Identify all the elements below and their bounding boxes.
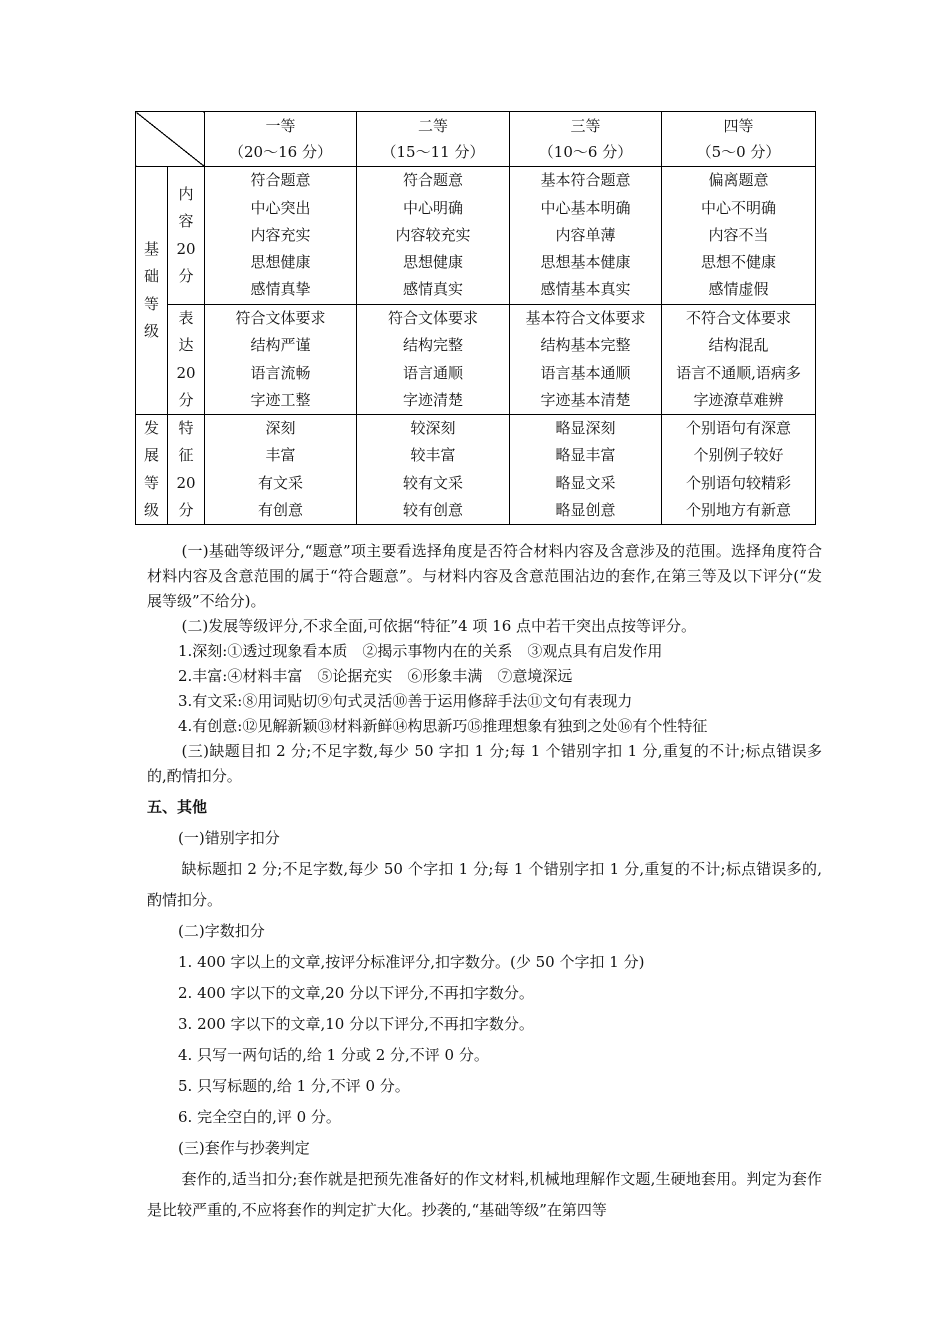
cell-line: 内容较充实 <box>395 225 471 244</box>
note-paragraph: (二)发展等级评分,不求全面,可依据“特征”4 项 16 点中若干突出点按等评分。 <box>181 617 697 635</box>
header-grade-4 <box>662 112 816 167</box>
cell-line: 符合题意 <box>402 171 463 190</box>
note-item: 4.有创意:⑫见解新颖⑬材料新鲜⑭构思新巧⑮推理想象有独到之处⑯有个性特征 <box>178 717 708 735</box>
vertical-char: 级 <box>143 321 159 340</box>
table-cell <box>510 167 662 305</box>
cell-line: 较有文采 <box>402 473 463 492</box>
cell-line: 较有创意 <box>402 501 463 520</box>
cell-line: 较深刻 <box>410 419 456 438</box>
grade-label: 三等 <box>570 117 601 135</box>
list-item: 1. 400 字以上的文章,按评分标准评分,扣字数分。(少 50 个字扣 1 分) <box>178 953 645 971</box>
table-cell <box>357 305 510 415</box>
cell-line: 思想不健康 <box>700 253 776 272</box>
row-label-features <box>168 415 205 525</box>
cell-line: 语言基本通顺 <box>540 363 631 382</box>
scoring-notes <box>147 539 822 789</box>
cell-line: 结构基本完整 <box>540 336 631 355</box>
grade-label: 四等 <box>723 117 754 135</box>
cell-line: 感情真挚 <box>250 280 311 299</box>
cell-line: 结构完整 <box>402 336 463 355</box>
table-cell <box>662 167 816 305</box>
table-cell <box>510 305 662 415</box>
list-item: 6. 完全空白的,评 0 分。 <box>178 1108 341 1126</box>
vertical-char: 20 <box>176 239 196 258</box>
cell-line: 思想健康 <box>402 253 463 272</box>
list-item: 3. 200 字以下的文章,10 分以下评分,不再扣字数分。 <box>178 1015 534 1033</box>
cell-line: 个别例子较好 <box>693 446 784 465</box>
grade-range: （5～0 分） <box>696 143 781 161</box>
cell-line: 语言不通顺,语病多 <box>676 363 801 382</box>
cell-line: 字迹工整 <box>250 390 311 409</box>
group-dev-label <box>136 415 168 525</box>
table-row-features <box>136 415 816 525</box>
vertical-char: 20 <box>176 363 196 382</box>
note-item: 1.深刻:①透过现象看本质 ②揭示事物内在的关系 ③观点具有启发作用 <box>178 642 663 660</box>
vertical-char: 等 <box>143 294 159 313</box>
section-heading: 五、其他 <box>147 798 208 816</box>
cell-line: 思想健康 <box>250 253 311 272</box>
cell-line: 结构混乱 <box>708 336 769 355</box>
table-cell <box>662 305 816 415</box>
vertical-char: 等 <box>143 473 159 492</box>
note-item: 2.丰富:④材料丰富 ⑤论据充实 ⑥形象丰满 ⑦意境深远 <box>178 667 573 685</box>
grade-range: （10～6 分） <box>538 143 633 161</box>
cell-line: 符合题意 <box>250 171 311 190</box>
vertical-char: 分 <box>178 501 194 520</box>
vertical-char: 征 <box>178 446 194 465</box>
section-other <box>147 792 822 1226</box>
table-row-expression <box>136 305 816 415</box>
cell-line: 中心突出 <box>250 198 311 217</box>
header-grade-1 <box>205 112 357 167</box>
vertical-label <box>136 236 167 345</box>
cell-line: 语言流畅 <box>250 363 311 382</box>
vertical-char: 展 <box>143 446 159 465</box>
cell-line: 略显深刻 <box>555 419 616 438</box>
row-label-expression <box>168 305 205 415</box>
vertical-char: 表 <box>178 309 194 327</box>
cell-line: 符合文体要求 <box>235 309 326 327</box>
vertical-char: 基 <box>143 240 159 258</box>
vertical-label <box>168 181 204 290</box>
cell-line: 中心基本明确 <box>540 198 631 217</box>
cell-line: 不符合文体要求 <box>685 309 791 327</box>
table-row-content <box>136 167 816 305</box>
row-label-content <box>168 167 205 305</box>
list-item: 2. 400 字以下的文章,20 分以下评分,不再扣字数分。 <box>178 984 534 1002</box>
cell-line: 结构严谨 <box>250 336 311 355</box>
section-paragraph: 套作的,适当扣分;套作就是把预先准备好的作文材料,机械地理解作文题,生硬地套用。判定为套作是比较严重的,不应将套作的判定扩大化。抄袭的,“基础等级”在第四等 <box>147 1170 822 1219</box>
cell-line: 基本符合题意 <box>540 171 631 190</box>
cell-line: 中心不明确 <box>700 198 776 217</box>
subsection-heading: (二)字数扣分 <box>178 922 265 940</box>
cell-line: 内容单薄 <box>555 225 616 244</box>
cell-line: 字迹潦草难辨 <box>693 390 784 409</box>
table-cell <box>510 415 662 525</box>
header-grade-3 <box>510 112 662 167</box>
cell-line: 略显文采 <box>555 473 616 492</box>
cell-line: 个别语句有深意 <box>685 419 791 438</box>
vertical-char: 内 <box>178 184 194 203</box>
grade-label: 二等 <box>417 117 448 135</box>
cell-line: 丰富 <box>265 446 296 465</box>
note-item: 3.有文采:⑧用词贴切⑨句式灵活⑩善于运用修辞手法⑪文句有表现力 <box>178 692 633 710</box>
cell-line: 内容充实 <box>250 225 311 244</box>
diagonal-corner-cell <box>136 112 205 167</box>
table-cell <box>205 415 357 525</box>
grade-range: （20～16 分） <box>229 143 332 161</box>
list-item: 4. 只写一两句话的,给 1 分或 2 分,不评 0 分。 <box>178 1046 489 1064</box>
list-item: 5. 只写标题的,给 1 分,不评 0 分。 <box>178 1077 410 1095</box>
cell-line: 思想基本健康 <box>540 253 631 272</box>
table-cell <box>205 167 357 305</box>
cell-line: 略显丰富 <box>555 446 616 465</box>
cell-line: 中心明确 <box>402 198 463 217</box>
table-header-row <box>136 112 816 167</box>
cell-line: 个别语句较精彩 <box>685 473 791 492</box>
vertical-char: 发 <box>143 419 159 438</box>
cell-line: 有文采 <box>257 473 303 492</box>
cell-line: 字迹清楚 <box>402 390 463 409</box>
vertical-char: 容 <box>178 212 194 231</box>
table-cell <box>357 167 510 305</box>
cell-line: 较丰富 <box>410 446 456 465</box>
vertical-char: 分 <box>178 390 194 409</box>
vertical-label <box>168 415 204 524</box>
cell-line: 内容不当 <box>708 225 769 244</box>
section-paragraph: 缺标题扣 2 分;不足字数,每少 50 个字扣 1 分;每 1 个错别字扣 1 分,重复的不计;标点错误多的,酌情扣分。 <box>147 860 822 909</box>
grade-range: （15～11 分） <box>381 143 485 161</box>
subsection-heading: (三)套作与抄袭判定 <box>178 1139 310 1157</box>
cell-line: 深刻 <box>265 419 296 438</box>
header-grade-2 <box>357 112 510 167</box>
cell-line: 略显创意 <box>555 501 616 520</box>
grade-label: 一等 <box>265 117 296 135</box>
vertical-char: 级 <box>143 501 159 520</box>
vertical-char: 达 <box>178 336 194 355</box>
cell-line: 基本符合文体要求 <box>525 309 646 327</box>
vertical-label <box>168 305 204 414</box>
cell-line: 个别地方有新意 <box>685 501 791 520</box>
cell-line: 感情虚假 <box>708 280 769 299</box>
note-paragraph: (三)缺题目扣 2 分;不足字数,每少 50 字扣 1 分;每 1 个错别字扣 1 分,重复的不计;标点错误多的,酌情扣分。 <box>147 742 822 785</box>
group-basic-label <box>136 167 168 415</box>
vertical-char: 分 <box>178 266 194 285</box>
scoring-rubric-table <box>135 111 816 525</box>
table-cell <box>357 415 510 525</box>
cell-line: 感情真实 <box>402 280 463 299</box>
cell-line: 字迹基本清楚 <box>540 390 631 409</box>
subsection-heading: (一)错别字扣分 <box>178 829 280 847</box>
note-paragraph: (一)基础等级评分,“题意”项主要看选择角度是否符合材料内容及含意涉及的范围。选择角度符合材料内容及含意范围的属于“符合题意”。与材料内容及含意范围沾边的套作,在第三等及以下评分(“发展等级”不给分)。 <box>147 542 822 610</box>
table-cell <box>205 305 357 415</box>
vertical-char: 特 <box>178 419 194 438</box>
vertical-label <box>136 415 167 524</box>
cell-line: 有创意 <box>257 501 303 520</box>
cell-line: 语言通顺 <box>402 363 463 382</box>
cell-line: 感情基本真实 <box>540 280 631 299</box>
vertical-char: 础 <box>143 267 159 286</box>
table-cell <box>662 415 816 525</box>
cell-line: 符合文体要求 <box>387 309 478 327</box>
cell-line: 偏离题意 <box>708 171 769 190</box>
vertical-char: 20 <box>176 473 196 492</box>
